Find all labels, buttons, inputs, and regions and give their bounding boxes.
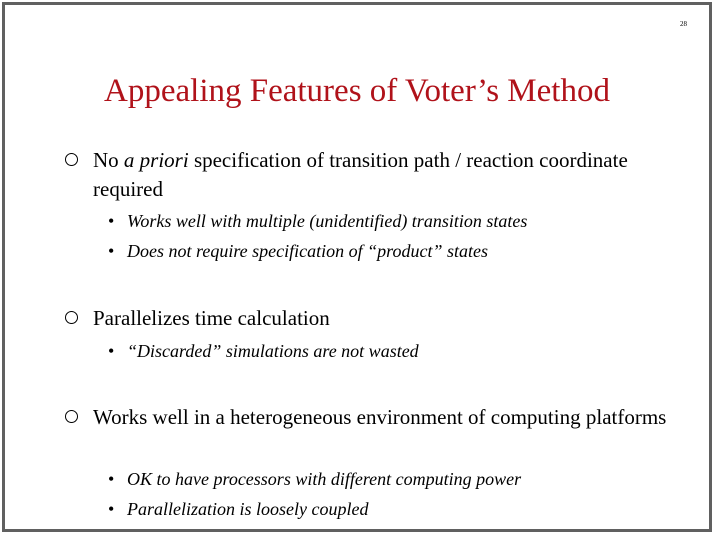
circle-bullet-icon — [65, 311, 78, 324]
page-number: 28 — [680, 20, 687, 28]
dot-bullet-icon: • — [108, 499, 115, 519]
dot-bullet-icon: • — [108, 341, 115, 361]
dot-bullet-icon: • — [108, 211, 115, 231]
bullet-item — [67, 304, 667, 333]
sub-bullet-text: Does not require specification of “product” states — [127, 241, 488, 261]
sub-bullet-text: OK to have processors with different computing power — [127, 469, 522, 489]
dot-bullet-icon: • — [108, 241, 115, 261]
sub-bullet-item — [108, 209, 671, 233]
bullet-item — [67, 403, 667, 432]
sub-bullet-text: “Discarded” simulations are not wasted — [127, 341, 419, 361]
dot-bullet-icon: • — [108, 469, 115, 489]
bullet-item — [67, 146, 667, 204]
sub-bullet-item — [108, 239, 671, 263]
bullet-text: Parallelizes time calculation — [93, 306, 330, 330]
slide-title: Appealing Features of Voter’s Method — [104, 73, 610, 109]
sub-bullet-item — [108, 467, 671, 491]
circle-bullet-icon — [65, 153, 78, 166]
sub-bullet-text: Works well with multiple (unidentified) transition states — [127, 211, 528, 231]
sub-bullet-text: Parallelization is loosely coupled — [127, 499, 369, 519]
bullet-text: Works well in a heterogeneous environment of computing platforms — [93, 405, 667, 429]
sub-bullet-item — [108, 339, 671, 363]
slide — [2, 2, 712, 532]
circle-bullet-icon — [65, 410, 78, 423]
sub-bullet-item — [108, 497, 671, 521]
bullet-text: No a priori specification of transition path / reaction coordinate required — [93, 148, 628, 201]
